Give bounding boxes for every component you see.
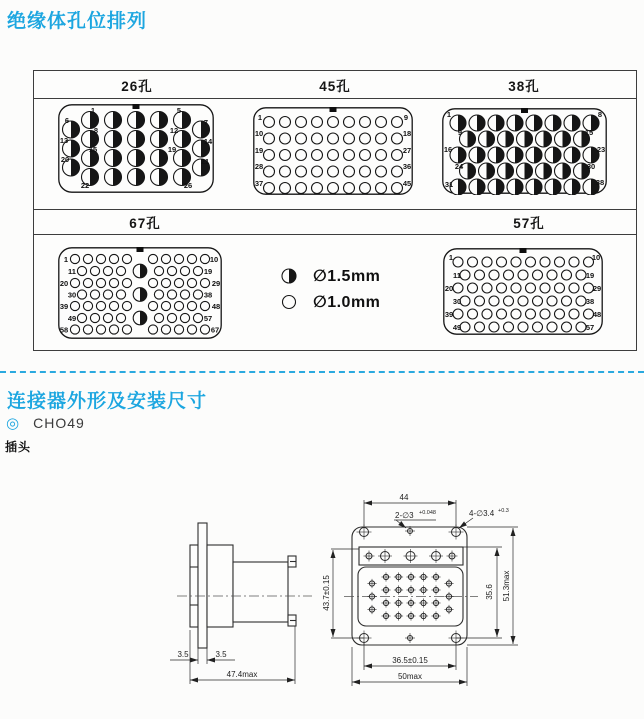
svg-text:26: 26 <box>183 181 193 190</box>
svg-text:10: 10 <box>591 253 601 262</box>
svg-text:15: 15 <box>584 128 594 137</box>
svg-text:9: 9 <box>457 128 463 137</box>
dim-47-4max: 47.4max <box>226 670 258 679</box>
svg-text:5: 5 <box>176 106 182 115</box>
model-number: CHO49 <box>33 415 85 431</box>
plug-label: 插头 <box>5 440 32 454</box>
panel-title-26: 26孔 <box>121 79 153 94</box>
svg-text:1: 1 <box>257 113 263 122</box>
svg-text:49: 49 <box>67 314 77 323</box>
svg-text:22: 22 <box>80 181 90 190</box>
hole-size-legend <box>281 263 380 315</box>
dim-50max: 50max <box>397 672 423 681</box>
svg-text:16: 16 <box>443 145 453 154</box>
svg-text:8: 8 <box>597 110 603 119</box>
hole-panel-45 <box>253 107 413 201</box>
dim-44: 44 <box>399 493 409 502</box>
bullet-icon: ◎ <box>6 415 20 432</box>
svg-text:7: 7 <box>203 118 209 127</box>
legend-row-1 <box>281 263 380 289</box>
svg-text:30: 30 <box>67 290 77 300</box>
svg-text:11: 11 <box>68 267 76 276</box>
dim-35-6: 35.6 <box>485 584 494 600</box>
header-divider-3 <box>34 234 636 235</box>
dim-36-5: 36.5±0.15 <box>392 656 428 665</box>
dim-2-d3-tol: +0.048 <box>419 510 436 516</box>
legend-label-2: ∅1.0mm <box>313 294 381 311</box>
svg-text:21: 21 <box>200 157 210 166</box>
svg-text:49: 49 <box>452 323 462 332</box>
svg-text:20: 20 <box>59 279 69 288</box>
panel-title-57: 57孔 <box>513 216 545 231</box>
svg-text:67: 67 <box>210 325 220 335</box>
svg-text:12: 12 <box>169 126 179 135</box>
svg-text:31: 31 <box>444 180 454 189</box>
svg-text:9: 9 <box>403 113 409 122</box>
svg-text:48: 48 <box>592 310 602 319</box>
side-view <box>170 523 312 684</box>
svg-text:8: 8 <box>93 126 99 135</box>
dim-43-7: 43.7±0.15 <box>322 575 331 611</box>
svg-text:30: 30 <box>586 162 596 171</box>
hole-panel-57 <box>443 248 603 341</box>
svg-text:23: 23 <box>596 145 606 154</box>
svg-text:1: 1 <box>448 253 454 262</box>
svg-text:39: 39 <box>444 310 454 319</box>
side-rear-shell <box>190 545 198 627</box>
svg-text:18: 18 <box>402 129 412 138</box>
svg-text:1: 1 <box>90 106 96 115</box>
svg-text:1: 1 <box>63 255 69 264</box>
svg-text:29: 29 <box>592 284 602 293</box>
svg-text:10: 10 <box>254 129 264 138</box>
svg-text:11: 11 <box>453 271 461 280</box>
svg-text:36: 36 <box>402 162 412 171</box>
svg-text:6: 6 <box>64 116 70 125</box>
svg-text:29: 29 <box>211 279 221 288</box>
svg-text:38: 38 <box>585 297 595 306</box>
hole-panel-67 <box>58 247 222 345</box>
dashed-separator <box>0 371 644 373</box>
svg-text:37: 37 <box>254 179 264 188</box>
svg-text:20: 20 <box>444 284 454 293</box>
svg-text:57: 57 <box>585 323 595 332</box>
svg-text:20: 20 <box>60 155 70 164</box>
legend-label-1: ∅1.5mm <box>313 268 381 285</box>
svg-text:19: 19 <box>167 145 177 154</box>
dim-4-d3-4: 4-∅3.4 <box>469 509 495 518</box>
svg-text:28: 28 <box>254 162 264 171</box>
dim-2-d3: 2-∅3 <box>395 511 414 520</box>
svg-text:27: 27 <box>402 146 412 155</box>
svg-text:38: 38 <box>203 290 213 300</box>
panel-title-45: 45孔 <box>319 79 351 94</box>
svg-text:14: 14 <box>203 137 213 146</box>
model-row <box>6 414 85 432</box>
front-view <box>322 493 518 686</box>
svg-text:45: 45 <box>402 179 412 188</box>
dim-3-5-right: 3.5 <box>215 650 227 659</box>
hole-panel-38 <box>442 108 607 200</box>
svg-text:24: 24 <box>454 162 464 171</box>
dim-3-5-left: 3.5 <box>177 650 189 659</box>
panel-title-38: 38孔 <box>508 79 540 94</box>
side-shoulder <box>207 545 233 627</box>
half-filled-hole-icon <box>281 268 297 284</box>
outline-drawings <box>140 480 560 719</box>
section2-title: 连接器外形及安装尺寸 <box>7 391 208 412</box>
svg-text:57: 57 <box>203 314 213 323</box>
svg-text:19: 19 <box>585 271 595 280</box>
svg-text:19: 19 <box>203 267 213 276</box>
svg-text:48: 48 <box>211 302 221 311</box>
side-barrel <box>233 562 288 622</box>
svg-text:30: 30 <box>452 297 462 306</box>
hole-panel-26 <box>58 104 214 199</box>
svg-text:10: 10 <box>209 255 219 264</box>
svg-text:15: 15 <box>88 145 98 154</box>
side-flange-plate <box>198 523 207 648</box>
svg-text:13: 13 <box>59 136 69 145</box>
svg-text:38: 38 <box>595 178 605 187</box>
svg-text:19: 19 <box>254 146 264 155</box>
svg-text:39: 39 <box>59 302 69 311</box>
dim-4-d3-4-tol: +0.3 <box>498 508 509 514</box>
header-divider-2 <box>34 209 636 210</box>
svg-text:58: 58 <box>59 325 69 335</box>
svg-text:1: 1 <box>446 110 452 119</box>
dim-51-3max: 51.3max <box>502 570 511 602</box>
legend-row-2 <box>281 289 380 315</box>
header-divider-1 <box>34 98 636 99</box>
section1-title: 绝缘体孔位排列 <box>7 11 148 32</box>
open-hole-icon <box>281 294 297 310</box>
panel-title-67: 67孔 <box>129 216 161 231</box>
